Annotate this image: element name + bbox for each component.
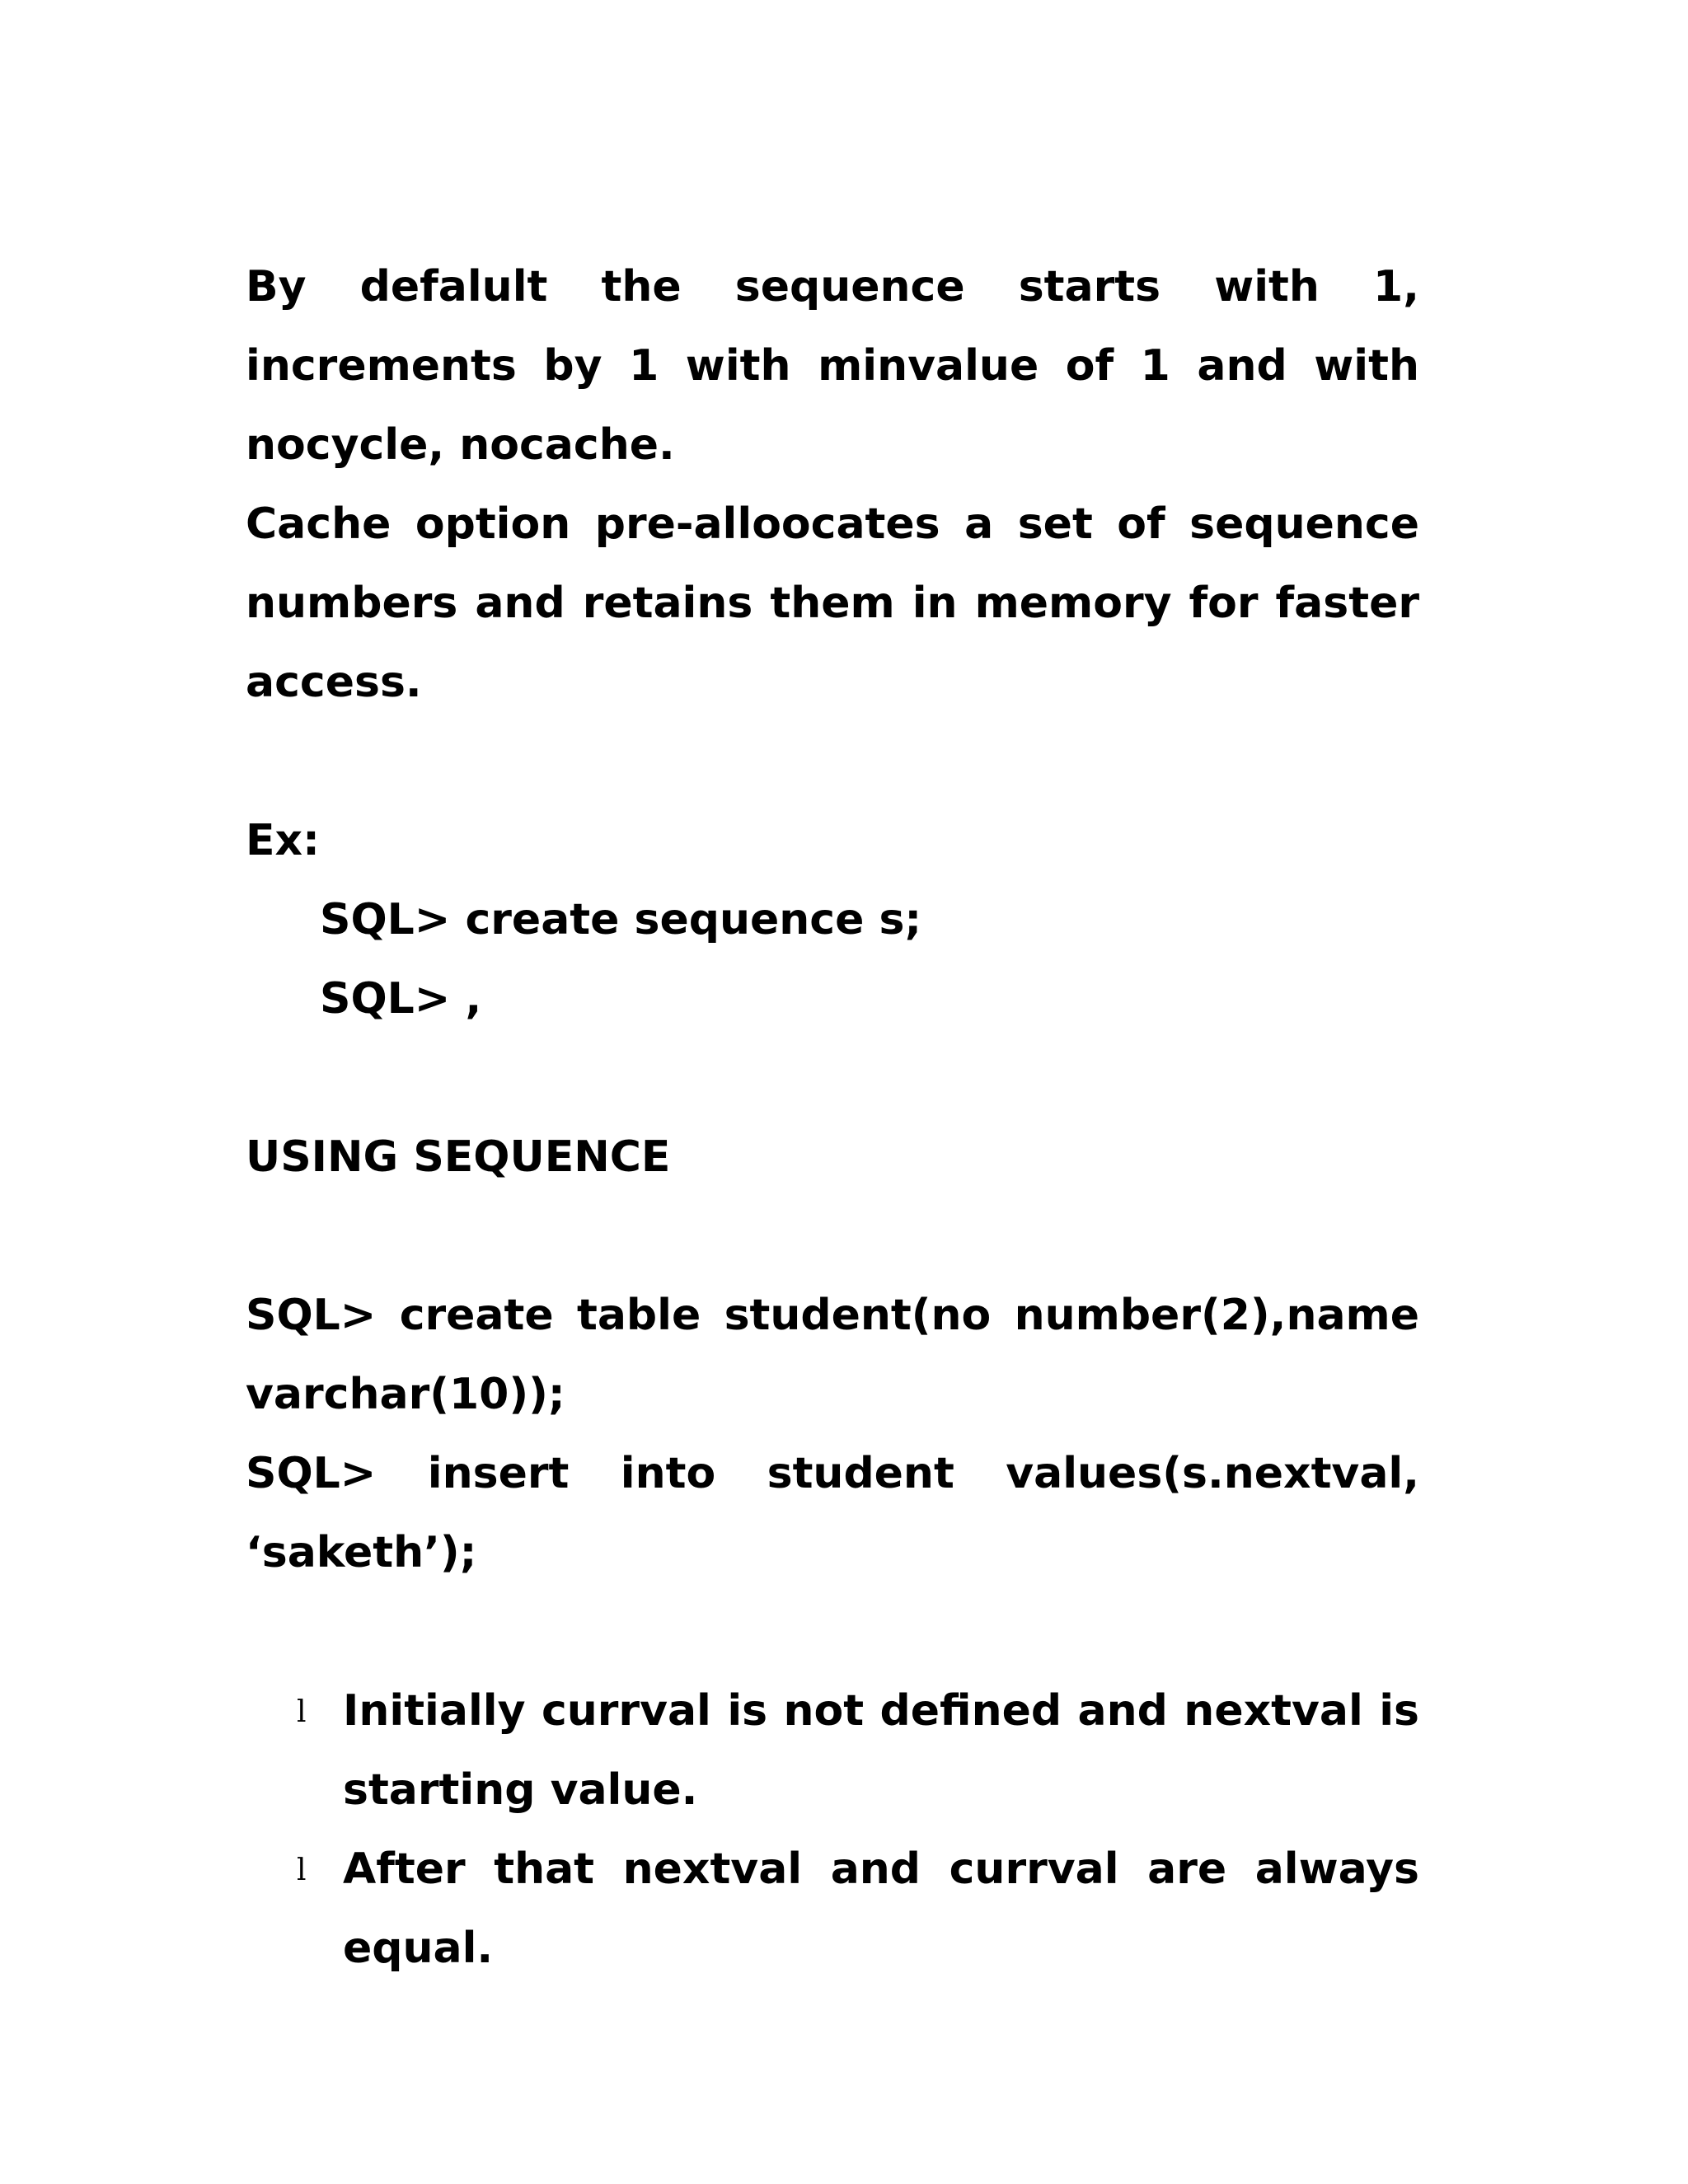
list-item [246,1830,1419,1988]
bullet-text: After that nextval and currval are always equal. [343,1844,1419,1973]
document-body [246,247,1419,1988]
create-table-statement: SQL> create table student(no number(2),name varchar(10)); [246,1291,1419,1419]
spacer [246,1592,1419,1671]
list-item [246,1671,1419,1830]
example-label: Ex: [246,816,320,865]
cache-option-paragraph: Cache option pre-alloocates a set of sequence numbers and retains them in memory for faster access. [246,499,1419,707]
example-line-create-sequence: SQL> create sequence s; [320,895,922,944]
section-heading-using-sequence: USING SEQUENCE [246,1132,671,1182]
bullet-marker: l [297,1695,307,1729]
spacer [246,1038,1419,1118]
bullet-text: Initially currval is not defined and nextval is starting value. [343,1686,1419,1815]
insert-statement: SQL> insert into student values(s.nextval, ‘saketh’); [246,1449,1419,1577]
bullet-marker: l [297,1854,307,1887]
sequence-defaults-paragraph: By defalult the sequence starts with 1, increments by 1 with minvalue of 1 and with nocycle, nocache. [246,262,1419,470]
spacer [246,1197,1419,1276]
example-line-sql-prompt: SQL> , [320,974,482,1024]
spacer [246,722,1419,801]
bullet-list [246,1671,1419,1988]
